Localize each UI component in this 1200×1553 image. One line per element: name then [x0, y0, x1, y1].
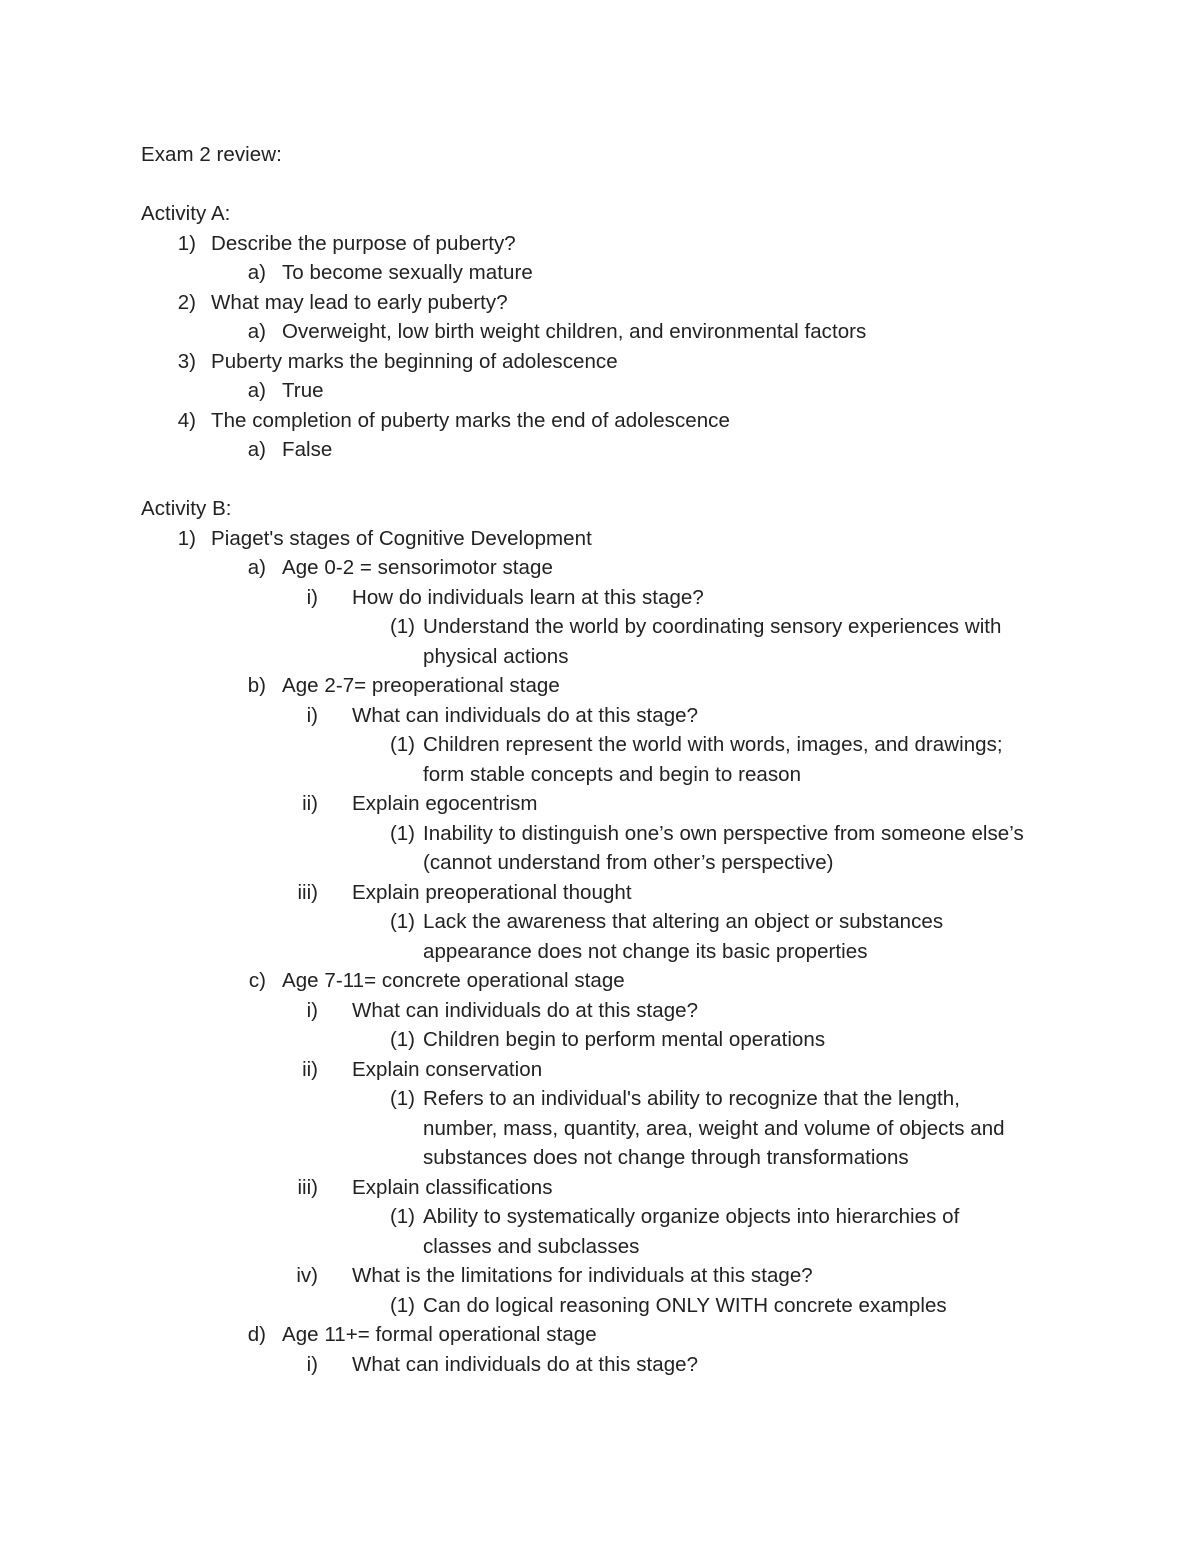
list-marker: (1): [389, 733, 415, 756]
list-item-text: Can do logical reasoning ONLY WITH concrete examples: [423, 1293, 947, 1317]
list-item-text: (cannot understand from other’s perspective): [423, 851, 834, 874]
list-item-text: Puberty marks the beginning of adolescence: [211, 349, 618, 373]
list-marker: 4): [177, 408, 196, 432]
list-marker: 2): [177, 290, 196, 314]
list-marker: i): [306, 585, 318, 609]
list-item-text: Lack the awareness that altering an object or substances: [423, 910, 944, 933]
list-item-text: False: [282, 438, 333, 461]
list-marker: 1): [177, 526, 196, 550]
list-marker: a): [247, 556, 266, 579]
list-marker: i): [306, 998, 318, 1022]
list-item-text: Age 0-2 = sensorimotor stage: [282, 556, 553, 579]
list-item-text: Ability to systematically organize objects into hierarchies of: [423, 1205, 960, 1228]
list-item-text: What may lead to early puberty?: [211, 290, 508, 314]
list-item-text: Explain preoperational thought: [352, 880, 632, 904]
list-item-text: Piaget's stages of Cognitive Development: [211, 526, 592, 550]
list-marker: 1): [177, 231, 196, 255]
list-marker: (1): [389, 821, 415, 845]
list-marker: iii): [297, 1175, 318, 1199]
list-item-text: Age 11+= formal operational stage: [282, 1323, 597, 1346]
list-item-text: The completion of puberty marks the end of adolescence: [211, 408, 730, 432]
list-item-text: To become sexually mature: [282, 261, 533, 284]
list-item-text: Describe the purpose of puberty?: [211, 231, 516, 255]
list-item-text: What can individuals do at this stage?: [352, 1352, 699, 1376]
list-item-text: What can individuals do at this stage?: [352, 703, 699, 727]
list-marker: (1): [389, 1205, 415, 1228]
list-marker: (1): [389, 1293, 415, 1317]
list-marker: d): [247, 1323, 266, 1346]
list-item-text: classes and subclasses: [423, 1234, 640, 1258]
list-marker: (1): [389, 1087, 415, 1110]
list-item-text: Refers to an individual's ability to recognize that the length,: [423, 1087, 960, 1110]
list-item-text: Overweight, low birth weight children, and environmental factors: [282, 320, 867, 343]
list-marker: 3): [177, 349, 196, 373]
list-marker: (1): [389, 615, 415, 638]
list-marker: a): [247, 261, 266, 284]
list-marker: a): [247, 320, 266, 343]
list-item-text: physical actions: [423, 644, 569, 668]
list-item-text: Explain egocentrism: [352, 792, 538, 815]
section-heading: Activity B:: [141, 497, 232, 520]
list-item-text: Children begin to perform mental operations: [423, 1028, 826, 1051]
section-heading: Activity A:: [141, 202, 231, 225]
list-item-text: appearance does not change its basic properties: [423, 939, 868, 963]
list-item-text: form stable concepts and begin to reason: [423, 762, 802, 786]
list-marker: (1): [389, 1028, 415, 1051]
list-item-text: substances does not change through transformations: [423, 1146, 909, 1169]
list-marker: i): [306, 1352, 318, 1376]
list-marker: i): [306, 703, 318, 727]
list-marker: (1): [389, 910, 415, 933]
list-marker: a): [247, 438, 266, 461]
list-marker: iv): [296, 1264, 318, 1287]
list-item-text: Age 7-11= concrete operational stage: [282, 969, 625, 992]
list-item-text: Understand the world by coordinating sensory experiences with: [423, 615, 1002, 638]
list-item-text: Children represent the world with words, images, and drawings;: [423, 733, 1003, 756]
list-marker: b): [247, 674, 266, 697]
list-marker: a): [247, 379, 266, 402]
page-title: Exam 2 review:: [141, 143, 282, 166]
list-marker: ii): [302, 792, 318, 815]
list-item-text: Inability to distinguish one’s own perspective from someone else’s: [423, 821, 1024, 845]
list-item-text: Explain conservation: [352, 1057, 543, 1081]
list-item-text: How do individuals learn at this stage?: [352, 585, 704, 609]
list-item-text: What can individuals do at this stage?: [352, 998, 699, 1022]
list-marker: ii): [302, 1057, 318, 1081]
list-item-text: number, mass, quantity, area, weight and volume of objects and: [423, 1116, 1005, 1140]
list-marker: iii): [297, 880, 318, 904]
list-item-text: What is the limitations for individuals at this stage?: [352, 1264, 813, 1287]
list-item-text: Explain classifications: [352, 1175, 553, 1199]
list-marker: c): [248, 969, 266, 992]
list-item-text: Age 2-7= preoperational stage: [282, 674, 560, 697]
list-item-text: True: [282, 379, 324, 402]
